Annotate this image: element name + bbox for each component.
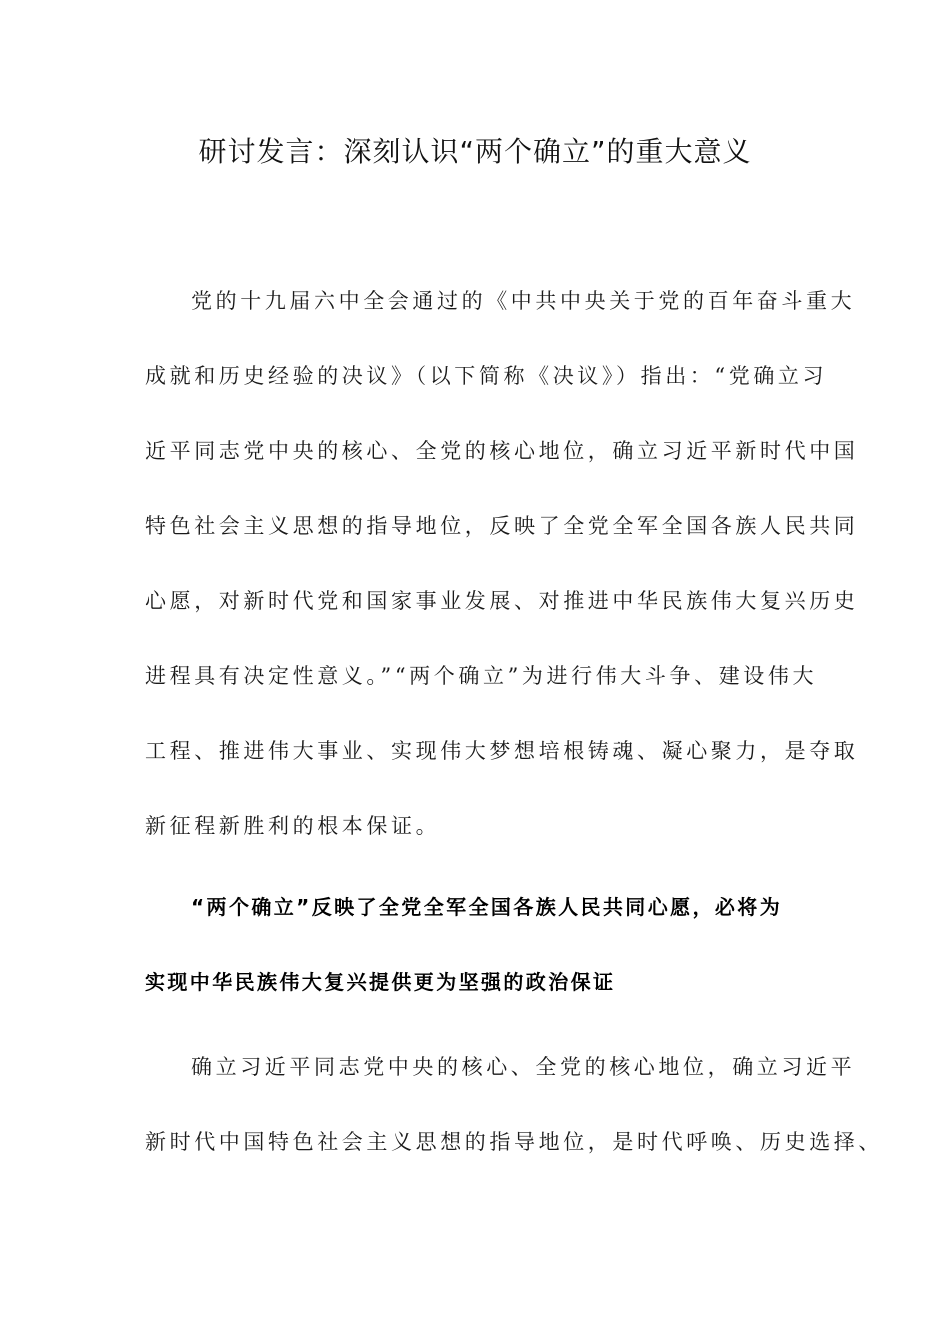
paragraph-line: 进程具有决定性意义。”“两个确立”为进行伟大斗争、建设伟大 <box>145 664 818 688</box>
paragraph-core-position <box>145 1030 883 1180</box>
heading-line: “两个确立”反映了全党全军全国各族人民共同心愿，必将为 <box>191 895 783 919</box>
paragraph-line: 新时代中国特色社会主义思想的指导地位，是时代呼唤、历史选择、 <box>145 1130 883 1154</box>
heading-line: 实现中华民族伟大复兴提供更为坚强的政治保证 <box>145 970 616 994</box>
paragraph-line: 工程、推进伟大事业、实现伟大梦想培根铸魂、凝心聚力，是夺取 <box>145 739 859 763</box>
paragraph-line: 心愿，对新时代党和国家事业发展、对推进中华民族伟大复兴历史 <box>145 589 859 613</box>
paragraph-decision-quote <box>145 264 859 864</box>
document-title: 研讨发言：深刻认识“两个确立”的重大意义 <box>198 135 752 168</box>
paragraph-line: 特色社会主义思想的指导地位，反映了全党全军全国各族人民共同 <box>145 514 859 538</box>
paragraph-line: 近平同志党中央的核心、全党的核心地位，确立习近平新时代中国 <box>145 439 859 463</box>
paragraph-line: 确立习近平同志党中央的核心、全党的核心地位，确立习近平 <box>191 1055 856 1079</box>
section-heading <box>145 870 805 1020</box>
paragraph-line: 成就和历史经验的决议》（以下简称《决议》）指出：“党确立习 <box>145 364 828 388</box>
paragraph-line: 新征程新胜利的根本保证。 <box>145 814 441 838</box>
paragraph-line: 党的十九届六中全会通过的《中共中央关于党的百年奋斗重大 <box>191 289 856 313</box>
